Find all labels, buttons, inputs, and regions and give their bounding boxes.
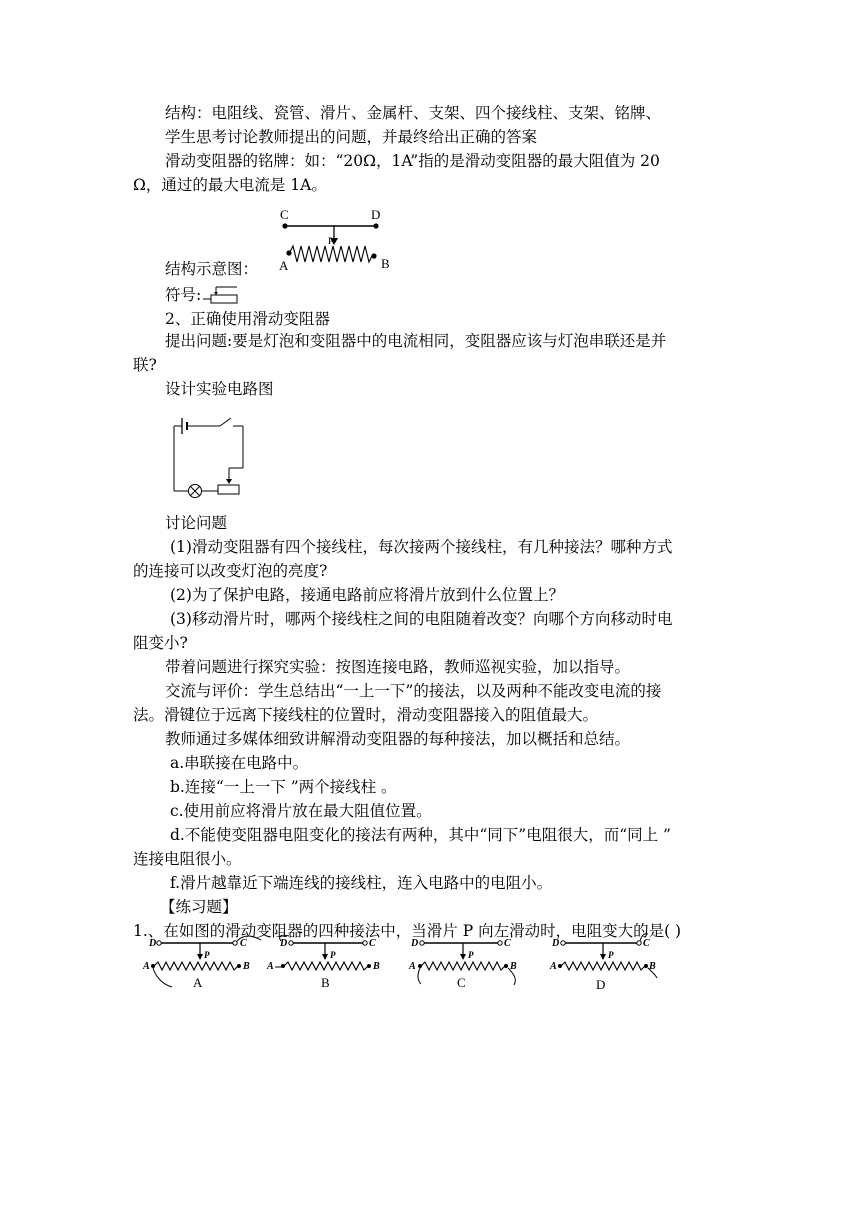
question-1: (1)滑动变阻器有四个接线柱，每次接两个接线柱，有几种接法？哪种方式 xyxy=(170,538,673,556)
text-line-nameplate-cont: Ω，通过的最大电流是 1A。 xyxy=(133,176,327,194)
text-line-design: 设计实验电路图 xyxy=(165,380,274,398)
option-d-wire xyxy=(561,962,645,970)
symbol-label: 符号: xyxy=(165,286,202,304)
rule-a: a.串联接在电路中。 xyxy=(170,754,309,772)
rule-f: f.滑片越靠近下端连线的接线柱，连入电路中的电阻小。 xyxy=(170,874,553,892)
option-b-d-label: D xyxy=(280,938,288,949)
rule-d-cont: 连接电阻很小。 xyxy=(133,850,242,868)
option-a-terminal-a xyxy=(151,964,155,968)
option-c-terminal-a xyxy=(418,964,422,968)
text-line-question-cont: 联? xyxy=(133,356,157,374)
option-a-a-label: A xyxy=(143,961,150,972)
option-d-p-label: P xyxy=(608,950,614,960)
structure-diagram-label: 结构示意图： xyxy=(165,260,259,278)
option-d-c-label: C xyxy=(643,938,650,949)
option-a-p-label: P xyxy=(204,950,210,960)
option-a-b-label: B xyxy=(243,961,250,972)
option-c-terminal-c xyxy=(498,941,502,945)
option-b-terminal-d xyxy=(289,941,293,945)
option-c-lead-a xyxy=(418,968,421,984)
rule-b: b.连接“一上一下 ”两个接线柱 。 xyxy=(170,778,397,796)
option-b-letter: B xyxy=(321,975,330,990)
option-d-letter: D xyxy=(596,977,606,992)
text-line-experiment: 带着问题进行探究实验：按图连接电路，教师巡视实验，加以指导。 xyxy=(165,658,631,676)
option-d-terminal-c xyxy=(637,941,641,945)
option-a-c-label: C xyxy=(240,938,247,949)
option-a-terminal-d xyxy=(157,941,161,945)
experiment-circuit-diagram xyxy=(165,414,250,500)
option-c-wire xyxy=(421,962,505,970)
terminal-c-label: C xyxy=(280,207,289,222)
option-b-terminal-a xyxy=(281,964,285,968)
option-c-slider-arrow xyxy=(460,954,466,960)
section-heading-usage: 2、正确使用滑动变阻器 xyxy=(165,310,330,328)
option-a-letter: A xyxy=(193,975,203,990)
switch-blade xyxy=(220,418,231,426)
option-b-diagram xyxy=(263,930,393,992)
terminal-b-label: B xyxy=(381,256,390,271)
slider-p-label: P xyxy=(328,236,334,246)
terminal-b xyxy=(371,253,376,258)
option-b-terminal-c xyxy=(363,941,367,945)
option-c-terminal-d xyxy=(420,941,424,945)
option-c-p-label: P xyxy=(468,950,474,960)
symbol-resistor-box xyxy=(211,295,237,303)
rheostat-symbol xyxy=(203,284,243,306)
option-d-terminal-d xyxy=(561,941,565,945)
terminal-a xyxy=(286,250,291,255)
circuit-rheostat-box xyxy=(218,485,239,494)
exercise-question-1: 1.、在如图的滑动变阻器的四种接法中，当滑片 P 向左滑动时，电阻变大的是( ) xyxy=(133,922,682,940)
option-b-c-label: C xyxy=(369,938,376,949)
text-line-evaluation: 交流与评价：学生总结出“一上一下”的接法，以及两种不能改变电流的接 xyxy=(165,682,662,700)
option-d-b-label: B xyxy=(649,961,656,972)
text-line-teacher: 教师通过多媒体细致讲解滑动变阻器的每种接法，加以概括和总结。 xyxy=(165,730,631,748)
option-c-a-label: A xyxy=(409,961,416,972)
resistance-wire xyxy=(289,246,373,262)
option-b-b-label: B xyxy=(373,961,380,972)
rheostat-structure-diagram xyxy=(272,204,402,274)
option-d-slider-arrow xyxy=(600,954,606,960)
option-a-lead-a xyxy=(153,968,172,987)
terminal-d xyxy=(373,223,378,228)
option-b-slider-arrow xyxy=(322,954,328,960)
option-d-terminal-b xyxy=(644,964,648,968)
question-1-cont: 的连接可以改变灯泡的亮度? xyxy=(133,562,328,580)
option-c-c-label: C xyxy=(504,938,511,949)
rule-c: c.使用前应将滑片放在最大阻值位置。 xyxy=(170,802,432,820)
option-d-d-label: D xyxy=(552,938,560,949)
exercise-heading: 【练习题】 xyxy=(160,898,238,916)
text-line-evaluation-cont: 法。滑键位于远离下接线柱的位置时，滑动变阻器接入的阻值最大。 xyxy=(133,706,599,724)
rule-d: d.不能使变阻器电阻变化的接法有两种，其中“同下”电阻很大，而“同上 ” xyxy=(170,826,671,844)
option-d-diagram xyxy=(547,930,677,992)
terminal-c xyxy=(282,223,287,228)
circuit-slider-arrow xyxy=(226,479,232,484)
option-c-letter: C xyxy=(457,975,466,990)
option-d-terminal-a xyxy=(558,964,562,968)
option-c-terminal-b xyxy=(504,964,508,968)
option-c-d-label: D xyxy=(411,938,419,949)
text-line-structure: 结构：电阻线、瓷管、滑片、金属杆、支架、四个接线柱、支架、铭牌、 xyxy=(165,104,662,122)
terminal-d-label: D xyxy=(371,207,381,222)
text-line-discuss-title: 讨论问题 xyxy=(165,514,228,532)
option-b-p-label: P xyxy=(330,950,336,960)
option-b-wire xyxy=(284,962,368,970)
text-line-question: 提出问题:要是灯泡和变阻器中的电流相同，变阻器应该与灯泡串联还是并 xyxy=(165,332,667,350)
option-a-d-label: D xyxy=(149,938,157,949)
option-b-a-label: A xyxy=(267,961,274,972)
text-line-discussion: 学生思考讨论教师提出的问题，并最终给出正确的答案 xyxy=(165,128,538,146)
option-a-terminal-c xyxy=(233,941,237,945)
option-d-a-label: A xyxy=(550,961,557,972)
option-b-terminal-b xyxy=(367,964,371,968)
option-a-wire xyxy=(154,962,238,970)
question-2: (2)为了保护电路，接通电路前应将滑片放到什么位置上？ xyxy=(170,586,564,604)
option-a-slider-arrow xyxy=(197,954,203,960)
option-a-terminal-b xyxy=(237,964,241,968)
text-line-nameplate: 滑动变阻器的铭牌：如：“20Ω，1A”指的是滑动变阻器的最大阻值为 20 xyxy=(165,152,660,170)
option-a-diagram xyxy=(140,930,270,992)
question-3-cont: 阻变小? xyxy=(133,634,188,652)
question-3: (3)移动滑片时，哪两个接线柱之间的电阻随着改变？向哪个方向移动时电 xyxy=(170,610,673,628)
terminal-a-label: A xyxy=(279,258,289,273)
option-c-b-label: B xyxy=(510,961,517,972)
option-c-diagram xyxy=(405,930,535,992)
